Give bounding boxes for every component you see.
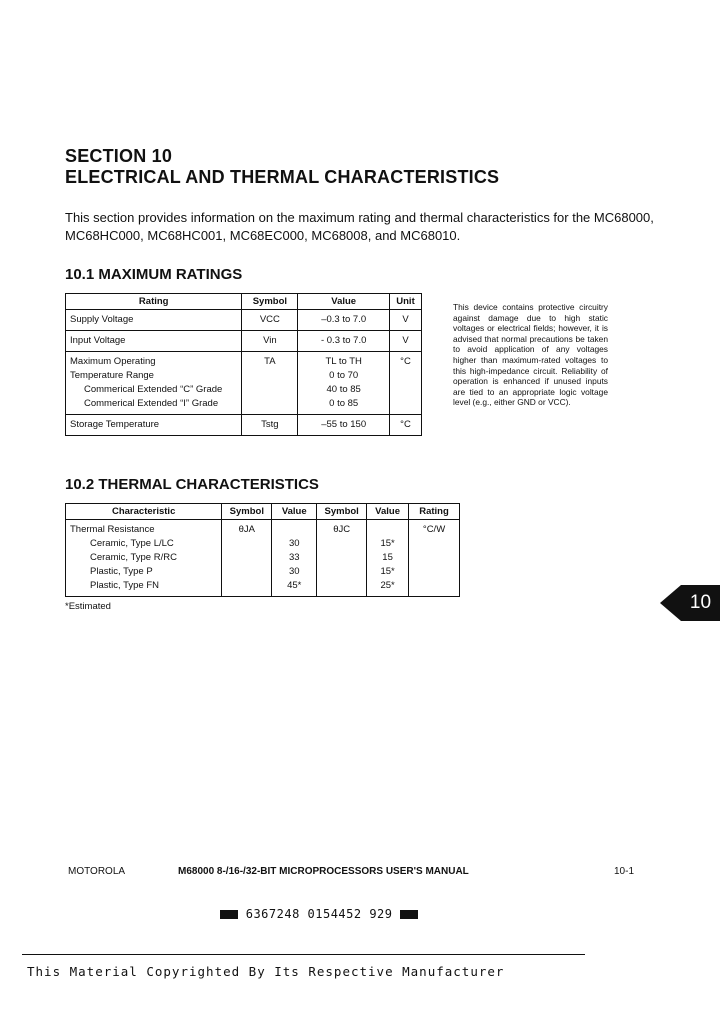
rating-cell [66, 352, 242, 415]
table-row [66, 352, 422, 415]
package-name: Ceramic, Type R/RC [90, 552, 177, 563]
package-name: Ceramic, Type L/LC [90, 538, 174, 549]
unit-cell: °C [390, 352, 422, 415]
section-tab-arrow [660, 585, 681, 621]
barcode-line [220, 907, 418, 921]
table-row [66, 310, 422, 331]
header-symbol: Symbol [317, 504, 367, 520]
value-cell: –0.3 to 7.0 [298, 310, 390, 331]
symbol-cell: VCC [242, 310, 298, 331]
value-cell [298, 352, 390, 415]
table-header-row [66, 294, 422, 310]
value-line: 33 [288, 552, 300, 563]
thermal-table [65, 503, 460, 597]
value-line: 0 to 70 [329, 370, 359, 381]
header-unit: Unit [390, 294, 422, 310]
section-title: ELECTRICAL AND THERMAL CHARACTERISTICS [65, 167, 500, 187]
symbol-cell: Vin [242, 331, 298, 352]
value-line: 25* [380, 580, 395, 591]
symbol-cell: Tstg [242, 415, 298, 436]
table-row [66, 331, 422, 352]
header-rating: Rating [66, 294, 242, 310]
value-line: 15 [382, 552, 393, 563]
protection-note: This device contains protective circuitry against damage due to high static voltages or electrical fields; however, it is advised that normal precautions be taken to avoid application of any voltages higher than maximum-rated voltages to this high-impedance circuit. Reliability of operation is enhanced if unused inputs are tied to an appropriate logic voltage level (e.g., either GND or VCC). [453, 302, 608, 408]
header-symbol: Symbol [242, 294, 298, 310]
rating-line: Maximum Operating [70, 356, 156, 367]
rating-line: Commerical Extended “I” Grade [84, 398, 219, 409]
footer-page-number: 10-1 [614, 866, 635, 877]
value-line: 0 to 85 [329, 398, 359, 409]
value-line: 40 to 85 [326, 384, 361, 395]
rating-line: Temperature Range [70, 370, 154, 381]
value-jc-cell [367, 520, 409, 597]
header-symbol: Symbol [222, 504, 272, 520]
barcode-text: 6367248 0154452 929 [245, 907, 393, 921]
package-name: Plastic, Type FN [90, 580, 159, 591]
value-line: 30 [288, 538, 300, 549]
divider [22, 954, 585, 955]
symbol-ja-cell: θJA [222, 520, 272, 597]
barcode-block-right [400, 910, 418, 919]
package-name: Plastic, Type P [90, 566, 153, 577]
value-ja-cell [272, 520, 317, 597]
table-header-row [66, 504, 460, 520]
header-characteristic: Characteristic [66, 504, 222, 520]
intro-paragraph: This section provides information on the maximum rating and thermal characteristics for the MC68000, MC68HC000, MC68HC001, MC68EC000, MC68008, and MC68010. [65, 210, 654, 243]
barcode-block-left [220, 910, 238, 919]
header-value: Value [367, 504, 409, 520]
copyright-notice: This Material Copyrighted By Its Respective Manufacturer [27, 964, 505, 979]
value-line: 15* [380, 538, 395, 549]
rating-unit-cell: °C/W [409, 520, 460, 597]
max-ratings-heading: 10.1 MAXIMUM RATINGS [65, 266, 243, 283]
unit-cell: V [390, 310, 422, 331]
footnote: *Estimated [65, 601, 111, 612]
rating-cell: Storage Temperature [66, 415, 242, 436]
footer-brand: MOTOROLA [68, 866, 126, 877]
section-tab-number: 10 [689, 592, 712, 613]
characteristic-cell [66, 520, 222, 597]
symbol-cell: TA [242, 352, 298, 415]
symbol-jc-cell: θJC [317, 520, 367, 597]
value-line: 45* [287, 580, 302, 591]
value-cell: - 0.3 to 7.0 [298, 331, 390, 352]
section-number: SECTION 10 [65, 146, 173, 166]
section-heading [65, 146, 499, 188]
rating-cell: Supply Voltage [66, 310, 242, 331]
value-line: TL to TH [325, 356, 362, 367]
rating-cell: Input Voltage [66, 331, 242, 352]
value-cell: –55 to 150 [298, 415, 390, 436]
unit-cell: V [390, 331, 422, 352]
header-rating: Rating [409, 504, 460, 520]
table-row [66, 520, 460, 597]
characteristic-label: Thermal Resistance [70, 524, 155, 535]
header-value: Value [272, 504, 317, 520]
thermal-heading: 10.2 THERMAL CHARACTERISTICS [65, 476, 319, 493]
footer-manual-title: M68000 8-/16-/32-BIT MICROPROCESSORS USER'S MANUAL [178, 866, 469, 877]
unit-cell: °C [390, 415, 422, 436]
table-row [66, 415, 422, 436]
rating-line: Commerical Extended “C” Grade [84, 384, 223, 395]
value-line: 15* [380, 566, 395, 577]
header-value: Value [298, 294, 390, 310]
value-line: 30 [288, 566, 300, 577]
max-ratings-table [65, 293, 422, 436]
